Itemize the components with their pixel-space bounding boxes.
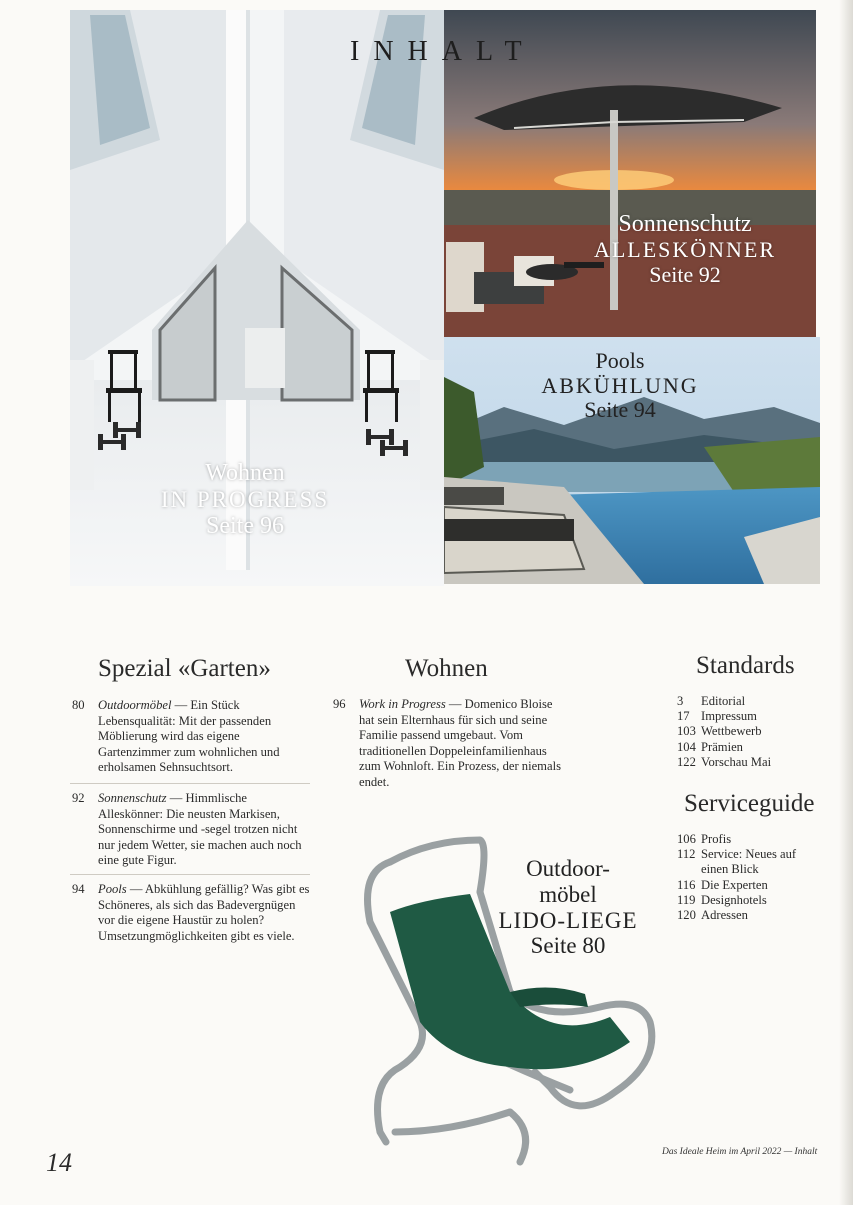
entry-topic: Outdoormöbel (98, 698, 172, 712)
list-item[interactable] (677, 832, 827, 847)
section-title-wohnen: Wohnen (405, 655, 488, 682)
item-page-number: 112 (677, 847, 696, 862)
entry-page-number: 94 (72, 882, 85, 896)
entry-text: Ein Stück Lebensqualität: Mit der passenden Möblierung wird das eigene Gartenzimmer zum wohnlichen und erholsamen Sehnsuchtsort. (98, 698, 280, 775)
section-title-standards: Standards (696, 652, 795, 679)
list-item[interactable] (677, 847, 827, 877)
item-page-number: 3 (677, 694, 684, 708)
divider (70, 783, 310, 784)
toc-entry[interactable] (72, 882, 310, 944)
entry-text: Abkühlung gefällig? Was gibt es Schöneres, als sich das Badevergnügen vor die eigene Haustür zu holen? Umsetzungmöglichkeiten gibt es viele. (98, 882, 310, 943)
caption-page: Seite 96 (206, 512, 284, 539)
entry-page-number: 92 (72, 791, 85, 805)
toc-entry[interactable] (72, 698, 310, 776)
item-label: Service: Neues auf einen Blick (701, 847, 797, 877)
item-page-number: 116 (677, 877, 696, 892)
item-page-number: 106 (677, 832, 696, 846)
list-item[interactable] (677, 878, 827, 893)
toc-entry[interactable] (333, 697, 569, 791)
item-label: Designhotels (701, 892, 767, 907)
entry-text: Himmlische Alleskönner: Die neusten Markisen, Sonnenschirme und -segel trotzen nicht nur jedem Wetter, sie machen auch noch eine gute Figur. (98, 791, 302, 868)
list-item[interactable] (677, 740, 827, 755)
caption-section: Outdoor- (526, 856, 610, 881)
entry-dash: — (126, 882, 145, 896)
list-item[interactable] (677, 893, 827, 908)
caption-headline: LIDO-LIEGE (498, 907, 638, 933)
item-label: Impressum (701, 709, 757, 724)
list-item[interactable] (677, 755, 827, 770)
item-page-number: 119 (677, 892, 696, 907)
toc-entry[interactable] (72, 791, 310, 869)
caption-page: Seite 94 (584, 397, 656, 423)
list-item[interactable] (677, 908, 827, 923)
item-page-number: 103 (677, 724, 696, 739)
caption-section-cont: möbel (539, 881, 597, 907)
list-item[interactable] (677, 724, 827, 739)
entry-page-number: 96 (333, 697, 346, 711)
caption-headline: ALLESKÖNNER (593, 236, 777, 262)
entry-page-number: 80 (72, 698, 85, 712)
section-title-serviceguide: Serviceguide (684, 790, 815, 817)
caption-headline: IN PROGRESS (160, 486, 330, 512)
entry-topic: Sonnenschutz (98, 791, 167, 805)
item-page-number: 17 (677, 709, 690, 724)
caption-headline: ABKÜHLUNG (541, 372, 699, 398)
feature-caption-pools[interactable] (505, 349, 735, 423)
item-label: Wettbewerb (701, 724, 762, 739)
item-label: Prämien (701, 739, 743, 754)
item-label: Adressen (701, 908, 748, 923)
serviceguide-list (677, 832, 827, 923)
entry-topic: Pools (98, 882, 127, 896)
item-page-number: 120 (677, 908, 696, 923)
entry-dash: — (166, 791, 186, 805)
item-label: Profis (701, 832, 732, 846)
item-page-number: 104 (677, 739, 696, 754)
caption-page: Seite 92 (649, 261, 721, 287)
item-label: Vorschau Mai (701, 754, 772, 769)
entry-dash: — (445, 697, 465, 711)
standards-list (677, 694, 827, 770)
entry-topic: Work in Progress (359, 697, 446, 711)
caption-section: Sonnenschutz (618, 211, 752, 237)
section-title-spezial-garten: Spezial «Garten» (98, 655, 271, 682)
item-label: Editorial (701, 694, 746, 708)
entry-dash: — (171, 698, 191, 712)
running-footer: Das Ideale Heim im April 2022 — Inhalt (662, 1147, 818, 1157)
masthead: INHALT (350, 36, 536, 67)
list-item[interactable] (677, 694, 827, 709)
caption-section: Wohnen (205, 460, 285, 486)
page-number: 14 (46, 1148, 72, 1177)
item-label: Die Experten (701, 877, 768, 892)
divider (70, 874, 310, 875)
list-item[interactable] (677, 709, 827, 724)
item-page-number: 122 (677, 754, 696, 769)
caption-section: Pools (595, 348, 645, 373)
feature-caption-wohnen[interactable] (140, 460, 350, 540)
feature-caption-outdoormoebel[interactable] (488, 856, 648, 959)
page-edge (839, 0, 853, 1205)
feature-caption-sonnenschutz[interactable] (560, 211, 810, 287)
caption-page: Seite 80 (530, 933, 606, 959)
entry-text: Domenico Bloise hat sein Elternhaus für sich und seine Familie passend umgebaut. Vom traditionellen Doppeleinfamilienhaus zum Wohnloft. Ein Prozess, der niemals endet. (359, 697, 561, 789)
